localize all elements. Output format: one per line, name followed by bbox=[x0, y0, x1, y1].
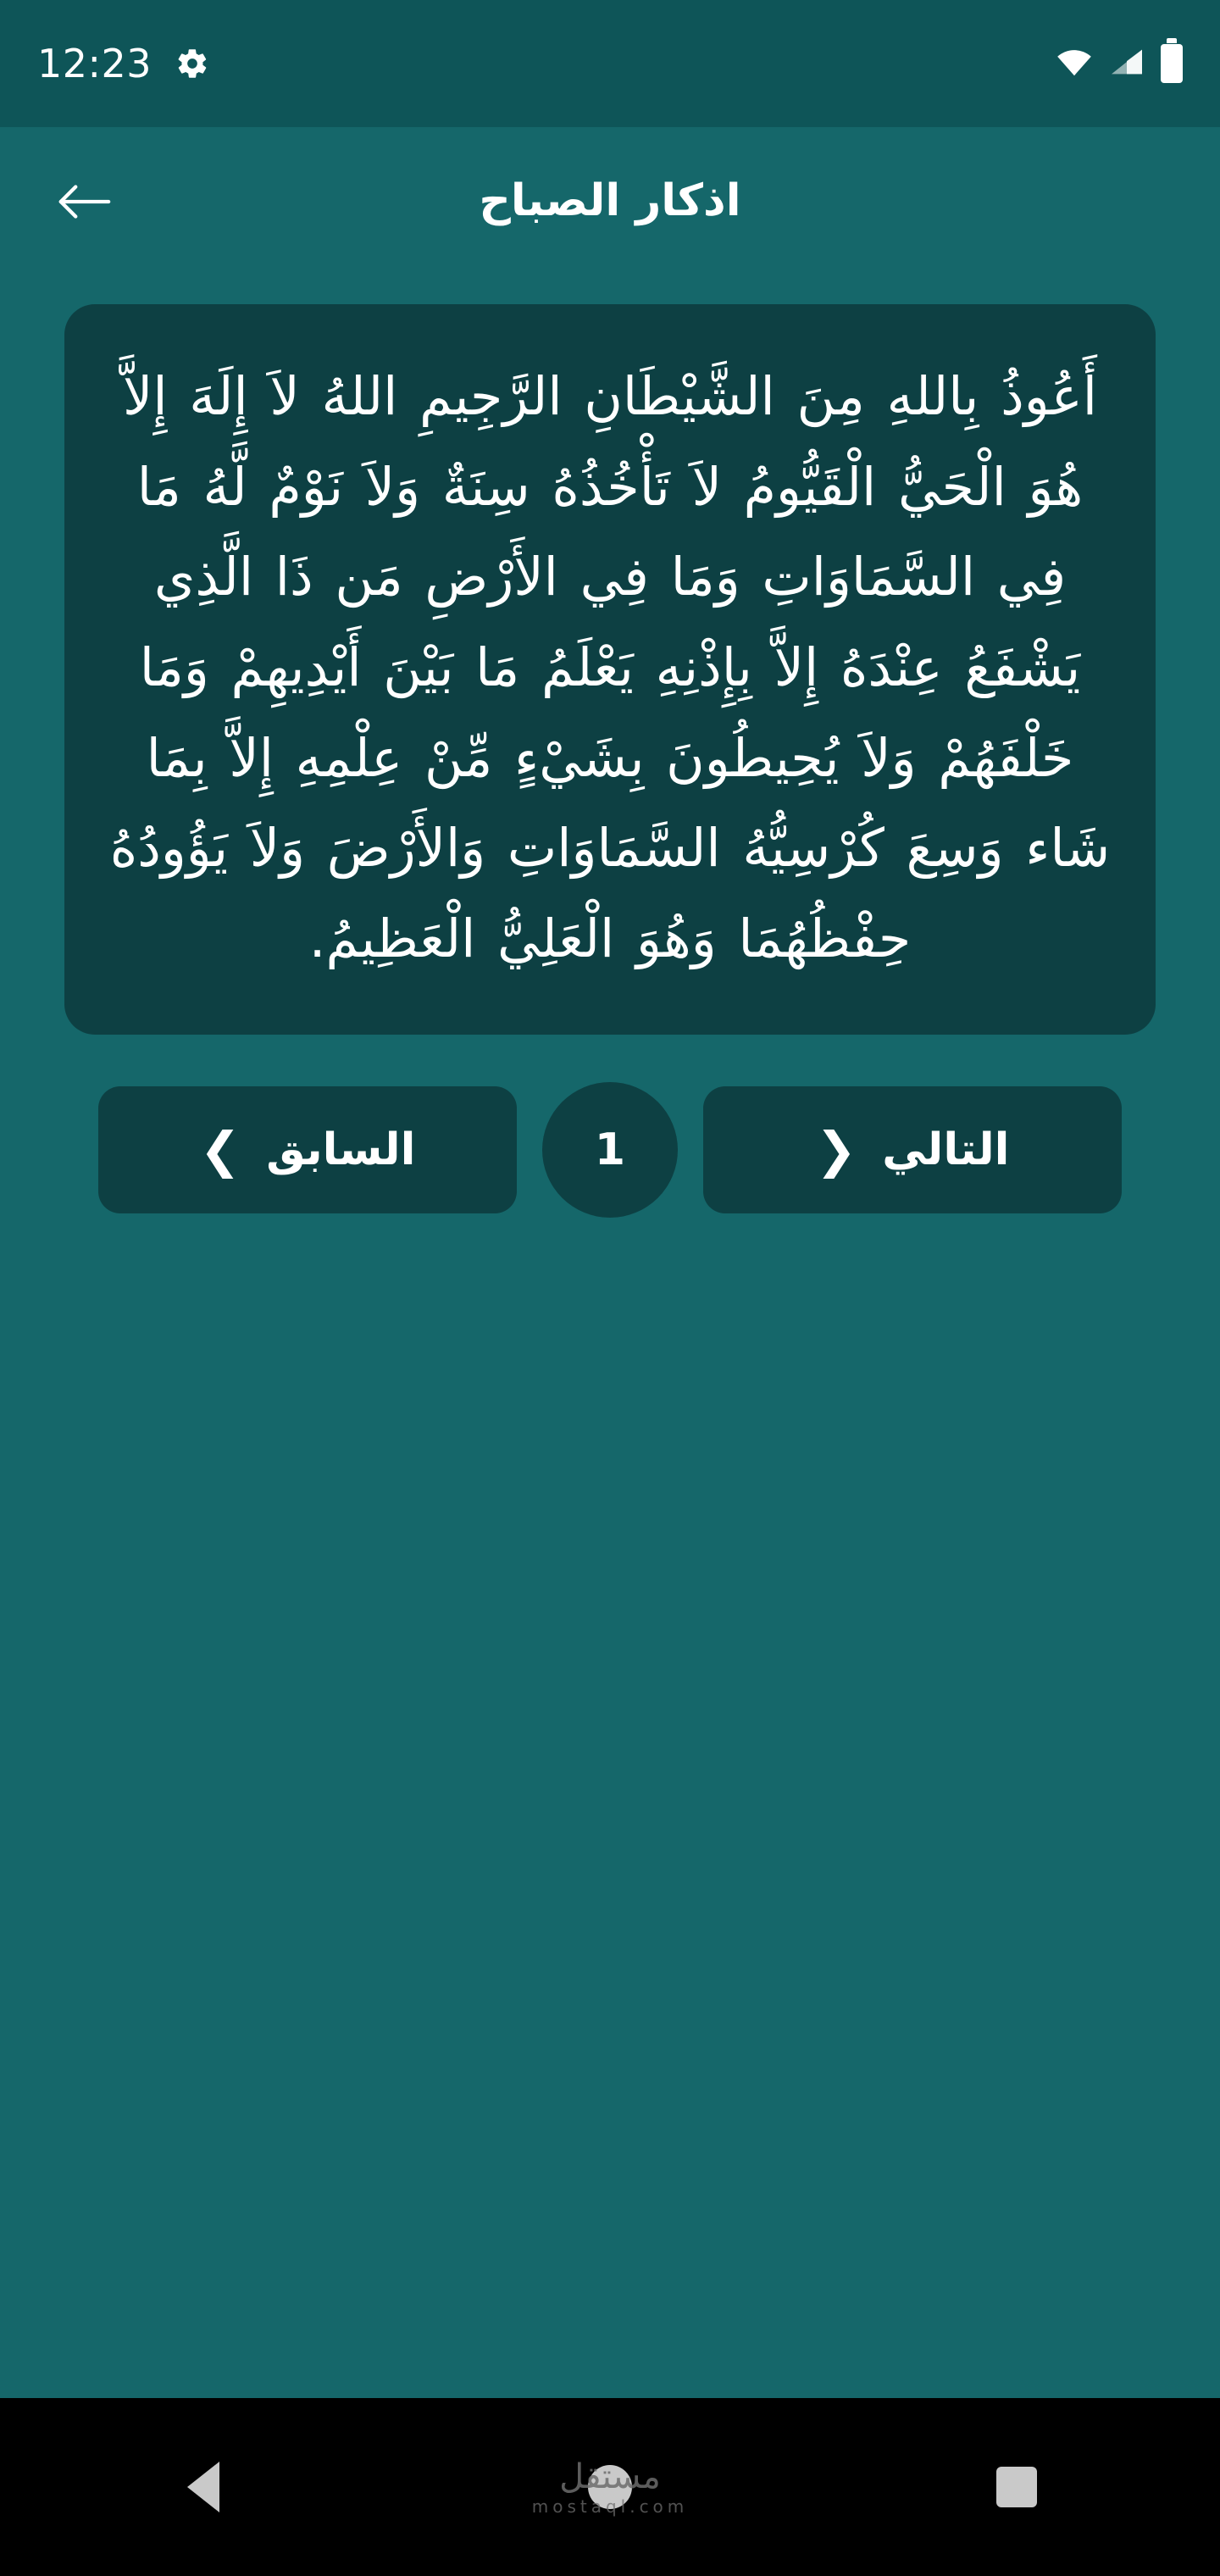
chevron-left-icon: ❮ bbox=[815, 1121, 857, 1180]
status-bar-left bbox=[37, 41, 209, 86]
system-recents-button[interactable] bbox=[966, 2436, 1068, 2538]
cellular-signal-icon bbox=[1108, 47, 1145, 80]
bottom-spacer bbox=[64, 1218, 1156, 2398]
watermark-arabic: مستقل bbox=[559, 2457, 661, 2496]
page-title: اذكار الصباح bbox=[479, 175, 741, 227]
next-button[interactable] bbox=[703, 1086, 1122, 1213]
gear-icon bbox=[175, 47, 209, 80]
app-bar bbox=[0, 127, 1220, 275]
battery-icon bbox=[1161, 44, 1183, 83]
back-arrow-icon[interactable] bbox=[53, 170, 115, 233]
back-triangle-icon bbox=[187, 2462, 219, 2512]
home-circle-icon bbox=[588, 2465, 632, 2509]
status-bar bbox=[0, 0, 1220, 127]
chevron-right-icon: ❯ bbox=[199, 1121, 241, 1180]
status-bar-right bbox=[1056, 44, 1183, 83]
prev-button-label: السابق bbox=[266, 1124, 416, 1176]
recents-square-icon bbox=[996, 2467, 1037, 2507]
prev-button[interactable] bbox=[98, 1086, 517, 1213]
system-back-button[interactable] bbox=[152, 2436, 254, 2538]
content-area bbox=[0, 275, 1220, 2398]
wifi-icon bbox=[1056, 47, 1093, 80]
system-home-button[interactable] bbox=[559, 2436, 661, 2538]
dhikr-text: أَعُوذُ بِاللهِ مِنَ الشَّيْطَانِ الرَّجِيمِ اللهُ لاَ إِلَهَ إِلاَّ هُوَ الْحَيُّ الْقَيُّومُ لاَ تَأْخُذُهُ سِنَةٌ وَلاَ نَوْمٌ لَّهُ مَا فِي السَّمَاوَاتِ وَمَا فِي الأَرْضِ مَن ذَا الَّذِي يَشْفَعُ عِنْدَهُ إِلاَّ بِإِذْنِهِ يَعْلَمُ مَا بَيْنَ أَيْدِيهِمْ وَمَا خَلْفَهُمْ وَلاَ يُحِيطُونَ بِشَيْءٍ مِّنْ عِلْمِهِ إِلاَّ بِمَا شَاء وَسِعَ كُرْسِيُّهُ السَّمَاوَاتِ وَالأَرْضَ وَلاَ يَؤُودُهُ حِفْظُهُمَا وَهُوَ الْعَلِيُّ الْعَظِيمُ. bbox=[109, 365, 1111, 969]
next-button-label: التالي bbox=[882, 1124, 1010, 1176]
status-clock: 12:23 bbox=[37, 41, 152, 86]
page-counter: 1 bbox=[542, 1082, 678, 1218]
system-navigation-bar bbox=[0, 2398, 1220, 2576]
navigation-row bbox=[64, 1035, 1156, 1218]
dhikr-card bbox=[64, 304, 1156, 1035]
watermark-english: mostaql.com bbox=[531, 2496, 689, 2517]
